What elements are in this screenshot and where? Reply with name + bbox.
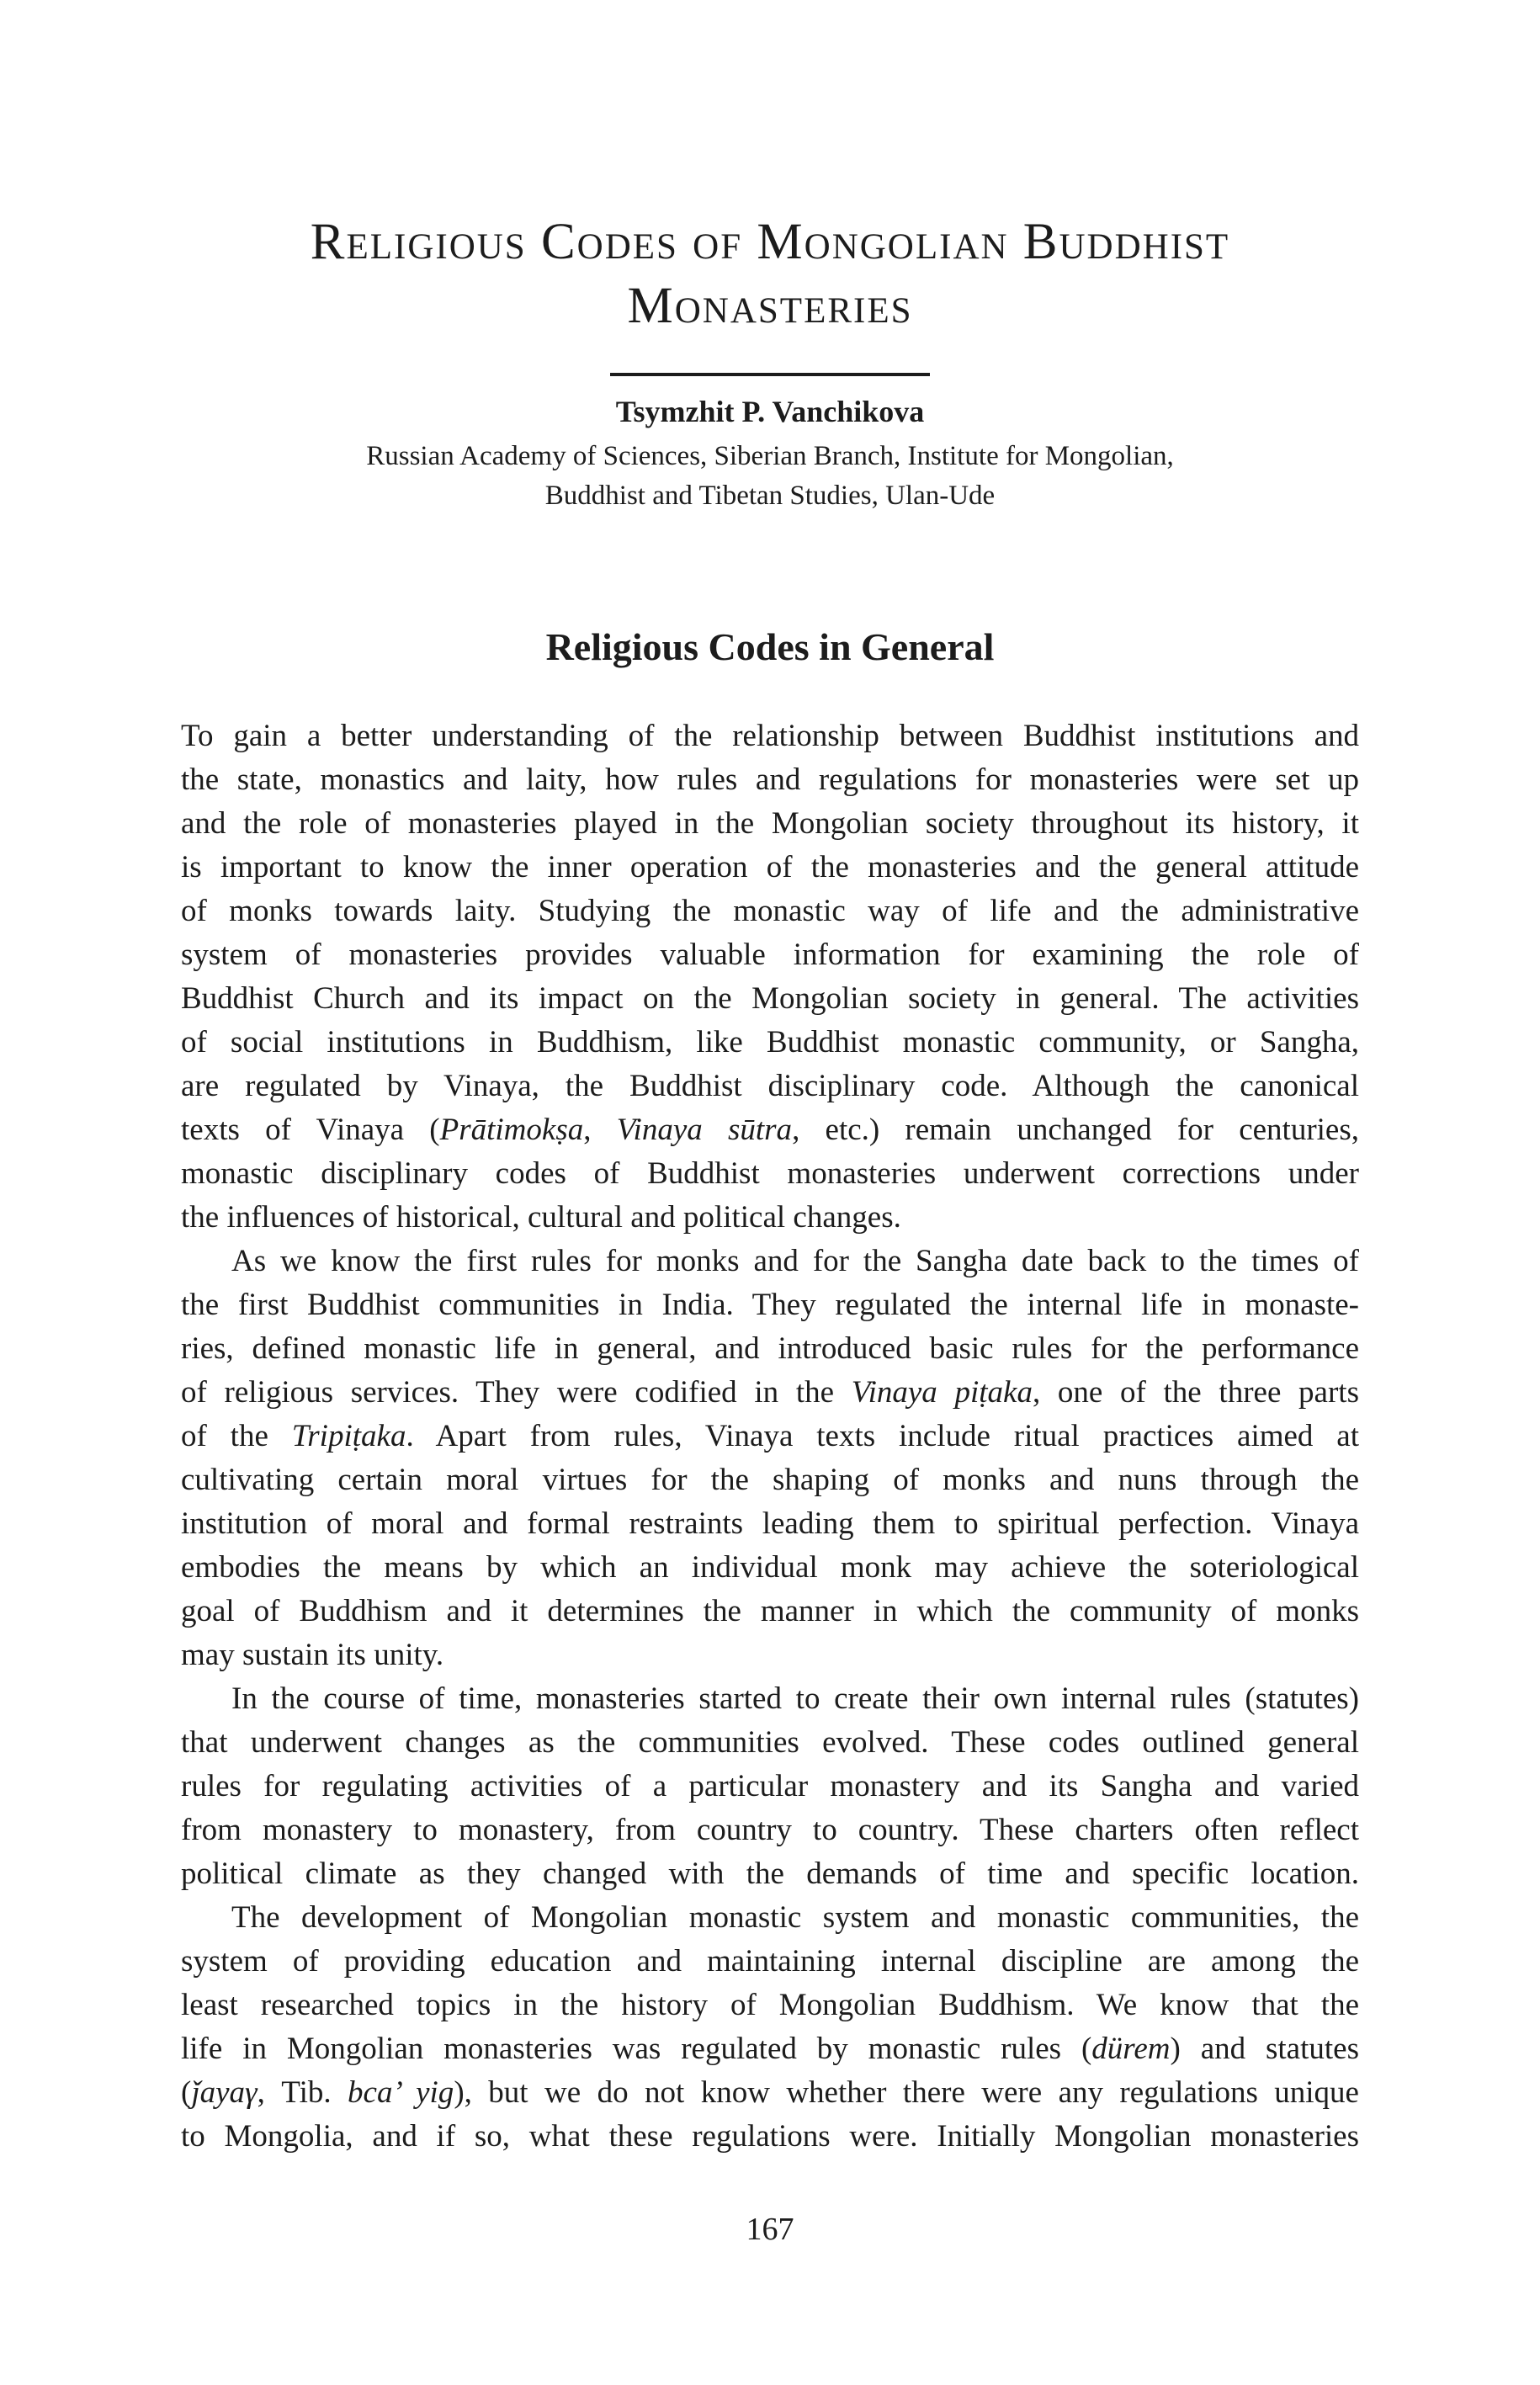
text-line	[181, 1152, 1359, 1196]
text-segment: the state, monastics and laity, how rules and regulations for monasteries were set up	[181, 762, 1359, 797]
page-number: 167	[746, 2211, 794, 2247]
text-segment: As we know the first rules for monks and for the Sangha date back to the times of	[231, 1243, 1359, 1278]
text-line	[181, 1327, 1359, 1371]
italic-term: Prātimokṣa	[439, 1112, 584, 1147]
text-line	[181, 1546, 1359, 1590]
text-segment: cultivating certain moral virtues for the shaping of monks and nuns through the	[181, 1462, 1359, 1497]
text-segment: , one of the three parts	[1032, 1374, 1359, 1410]
text-line	[181, 1677, 1359, 1721]
text-line	[181, 758, 1359, 802]
text-segment: that underwent changes as the communities evolved. These codes outlined general	[181, 1724, 1359, 1760]
text-segment: from monastery to monastery, from country to country. These charters often reflect	[181, 1812, 1359, 1847]
text-segment: system of monasteries provides valuable information for examining the role of	[181, 937, 1359, 972]
text-segment: political climate as they changed with the demands of time and specific location.	[181, 1856, 1359, 1891]
text-line	[181, 2071, 1359, 2115]
affiliation-line1: Russian Academy of Sciences, Siberian Branch, Institute for Mongolian,	[366, 440, 1174, 471]
italic-term: Vinaya piṭaka	[851, 1374, 1033, 1410]
text-segment: the first Buddhist communities in India. They regulated the internal life in monaste-	[181, 1287, 1359, 1322]
paragraph	[181, 1240, 1359, 1677]
text-line	[181, 977, 1359, 1021]
text-line	[181, 802, 1359, 846]
text-segment: to Mongolia, and if so, what these regulations were. Initially Mongolian monasteries	[181, 2118, 1359, 2154]
text-segment: and the role of monasteries played in the Mongolian society throughout its history, it	[181, 805, 1359, 841]
text-segment: In the course of time, monasteries started to create their own internal rules (statutes)	[231, 1681, 1359, 1716]
italic-term: Vinaya sūtra	[616, 1112, 793, 1147]
text-segment: goal of Buddhism and it determines the manner in which the community of monks	[181, 1593, 1359, 1628]
paragraph	[181, 714, 1359, 1240]
text-segment: may sustain its unity.	[181, 1637, 444, 1672]
text-segment: texts of Vinaya (	[181, 1112, 440, 1147]
text-line	[181, 1021, 1359, 1065]
text-line	[181, 1721, 1359, 1765]
text-line	[181, 1196, 1359, 1240]
text-line	[181, 933, 1359, 977]
text-line	[181, 1108, 1359, 1152]
text-line	[181, 1283, 1359, 1327]
text-line	[181, 1240, 1359, 1283]
text-segment: , etc.) remain unchanged for centuries,	[792, 1112, 1360, 1147]
text-line	[181, 1502, 1359, 1546]
text-segment: institution of moral and formal restraints leading them to spiritual perfection. Vinaya	[181, 1506, 1359, 1541]
text-segment: rules for regulating activities of a particular monastery and its Sangha and varied	[181, 1768, 1359, 1803]
text-segment: the influences of historical, cultural and political changes.	[181, 1199, 901, 1235]
paper-title	[181, 210, 1359, 338]
text-segment: life in Mongolian monasteries was regulated by monastic rules (	[181, 2031, 1092, 2066]
paragraph	[181, 1677, 1359, 1896]
text-segment: ), but we do not know whether there were any regulations unique	[454, 2074, 1359, 2110]
text-line	[181, 1458, 1359, 1502]
text-segment: system of providing education and maintaining internal discipline are among the	[181, 1943, 1359, 1979]
body-text	[181, 714, 1359, 2159]
text-column	[181, 210, 1359, 2248]
text-line	[181, 2027, 1359, 2071]
italic-term: Tripiṭaka	[291, 1418, 406, 1453]
text-segment: embodies the means by which an individual monk may achieve the soteriological	[181, 1549, 1359, 1585]
text-line	[181, 1371, 1359, 1415]
text-segment: , Tib.	[257, 2074, 348, 2110]
text-segment: (	[181, 2074, 192, 2110]
italic-term: ǰayaγ	[191, 2074, 258, 2110]
text-line	[181, 1852, 1359, 1896]
text-line	[181, 714, 1359, 758]
text-segment: of religious services. They were codified in the	[181, 1374, 852, 1410]
paper-title-line1: Religious Codes of Mongolian Buddhist	[310, 214, 1230, 270]
text-line	[181, 1590, 1359, 1633]
text-line	[181, 1984, 1359, 2027]
text-line	[181, 1765, 1359, 1809]
text-line	[181, 846, 1359, 890]
text-segment: of social institutions in Buddhism, like Buddhist monastic community, or Sangha,	[181, 1024, 1359, 1060]
paragraph	[181, 1896, 1359, 2159]
italic-term: bca’ yig	[348, 2074, 454, 2110]
author-affiliation	[181, 437, 1359, 516]
text-segment: monastic disciplinary codes of Buddhist monasteries underwent corrections under	[181, 1155, 1359, 1191]
title-divider-rule	[610, 373, 930, 376]
paper-title-line2: Monasteries	[627, 278, 913, 334]
text-segment: ) and statutes	[1170, 2031, 1359, 2066]
text-line	[181, 1633, 1359, 1677]
text-segment: of monks towards laity. Studying the monastic way of life and the administrative	[181, 893, 1359, 928]
text-line	[181, 1940, 1359, 1984]
italic-term: dürem	[1091, 2031, 1171, 2066]
text-segment: Buddhist Church and its impact on the Mongolian society in general. The activities	[181, 980, 1359, 1016]
text-segment: is important to know the inner operation of the monasteries and the general attitude	[181, 849, 1359, 884]
text-line	[181, 1415, 1359, 1458]
text-segment: . Apart from rules, Vinaya texts include ritual practices aimed at	[406, 1418, 1359, 1453]
text-segment: least researched topics in the history of Mongolian Buddhism. We know that the	[181, 1987, 1359, 2022]
text-segment: of the	[181, 1418, 292, 1453]
text-line	[181, 1065, 1359, 1108]
text-segment: The development of Mongolian monastic system and monastic communities, the	[231, 1899, 1359, 1935]
text-line	[181, 1896, 1359, 1940]
text-line	[181, 1809, 1359, 1852]
text-segment: ,	[583, 1112, 617, 1147]
text-line	[181, 2115, 1359, 2159]
section-heading: Religious Codes in General	[545, 624, 995, 668]
affiliation-line2: Buddhist and Tibetan Studies, Ulan-Ude	[544, 480, 996, 511]
text-segment: ries, defined monastic life in general, and introduced basic rules for the performance	[181, 1331, 1359, 1366]
author-name: Tsymzhit P. Vanchikova	[615, 394, 925, 428]
text-segment: To gain a better understanding of the relationship between Buddhist institutions and	[181, 718, 1359, 753]
text-line	[181, 890, 1359, 933]
text-segment: are regulated by Vinaya, the Buddhist disciplinary code. Although the canonical	[181, 1068, 1359, 1103]
